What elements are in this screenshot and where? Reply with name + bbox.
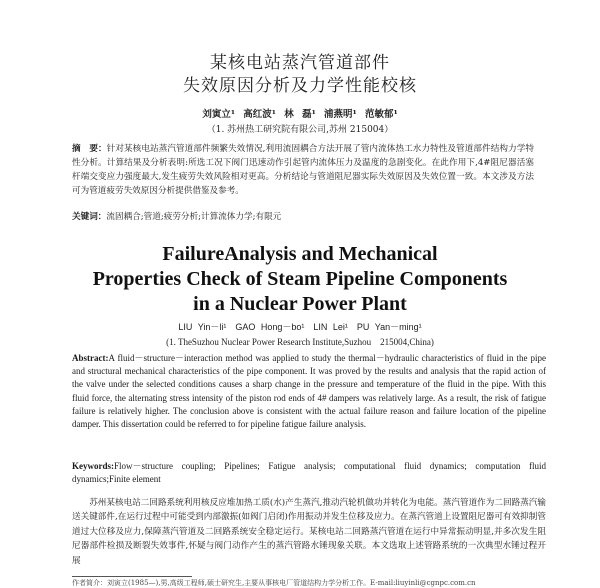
english-keywords-text: Flow－structure coupling; Pipelines; Fatigue analysis; computational fluid dynamics; computation fluid dynamics;Finite element (72, 461, 546, 485)
english-abstract-label: Abstract: (72, 353, 109, 363)
chinese-affiliation: （1. 苏州热工研究院有限公司,苏州 215004） (206, 125, 394, 135)
english-title-line-1: FailureAnalysis and Mechanical (162, 243, 438, 265)
english-title-line-3: in a Nuclear Power Plant (193, 293, 407, 315)
chinese-keywords-label: 关键词： (72, 212, 107, 222)
english-abstract (72, 352, 546, 431)
footnote: 作者简介：刘寅立(1985—),男,高级工程师,硕士研究生,主要从事核电厂管道结构力学分析工作。E-mail:liuyinli@cgnpc.com.cn (72, 579, 476, 587)
chinese-keywords-text: 流固耦合;管道;疲劳分析;计算流体力学;有限元 (106, 212, 282, 222)
english-keywords (72, 460, 546, 486)
english-affiliation: (1. TheSuzhou Nuclear Power Research Institute,Suzhou 215004,China) (166, 337, 434, 347)
footnote-divider (72, 576, 192, 577)
chinese-abstract-label: 摘 要： (72, 144, 107, 154)
english-authors: LIU Yin－li¹ GAO Hong－bo¹ LIN Lei¹ PU Yan－ming¹ (178, 322, 422, 332)
introduction-paragraph: 苏州某核电站二回路系统利用核反应堆加热工质(水)产生蒸汽,推动汽轮机做功并转化为电能。蒸汽管道作为二回路蒸汽输送关键部件,在运行过程中可能受到内部激振(如阀门启闭)作用振动并发生位移及应力。在蒸汽管道上设置阻尼器可有效抑制管道过大位移及应力,保障蒸汽管道及二回路系统安全稳定运行。某核电站二回路蒸汽管道在运行中异常振动明显,并多次发生阻尼器部件检损及断裂失效事件,怀疑与阀门动作产生的蒸汽管路水锤现象关联。本文选取上述管路系统的一次典型水锤过程开展 (72, 498, 546, 566)
english-keywords-label: Keywords: (72, 461, 114, 471)
chinese-abstract-text: 针对某核电站蒸汽管道部件频繁失效情况,利用流固耦合方法开展了管内流体热工水力特性及管道部件结构力学特性分析。计算结果及分析表明:所选工况下阀门迅速动作引起管内流体压力及温度的急剧变化。在此作用下,4#阻尼器活塞杆端交变应力强度最大,发生疲劳失效风险相对更高。分析结论与管道阻尼器实际失效原因及失效位置一致。本文涉及方法可为管道疲劳失效原因分析提供借鉴及参考。 (72, 144, 534, 196)
chinese-title-line-1: 某核电站蒸汽管道部件 (210, 53, 390, 73)
chinese-title-line-2: 失效原因分析及力学性能校核 (183, 76, 417, 96)
chinese-authors: 刘寅立¹ 高红波¹ 林 磊¹ 浦燕明¹ 范敏郁¹ (202, 109, 398, 120)
chinese-abstract (72, 142, 534, 198)
chinese-keywords (72, 210, 534, 224)
english-title-line-2: Properties Check of Steam Pipeline Components (92, 268, 508, 290)
english-abstract-text: A fluid－structure－interaction method was applied to study the thermal－hydraulic characteristics of fluid in the pipe and structural mechanical characteristics of the pipe component. It was proved by the results and analysis that the rapid action of the valve under the selected conditions causes a sharp change in the pressure and temperature of the fluid in the pipe. With this fluid force, the alternating stress intensity of the piston rod ends of 4# dampers was relatively large. As a result, the risk of fatigue failure is relatively higher. The conclusion above is consistent with the actual failure reason and failure location of the pipeline damper. This dissertation could be referred to for pipeline fatigue failure analysis. (72, 353, 546, 430)
